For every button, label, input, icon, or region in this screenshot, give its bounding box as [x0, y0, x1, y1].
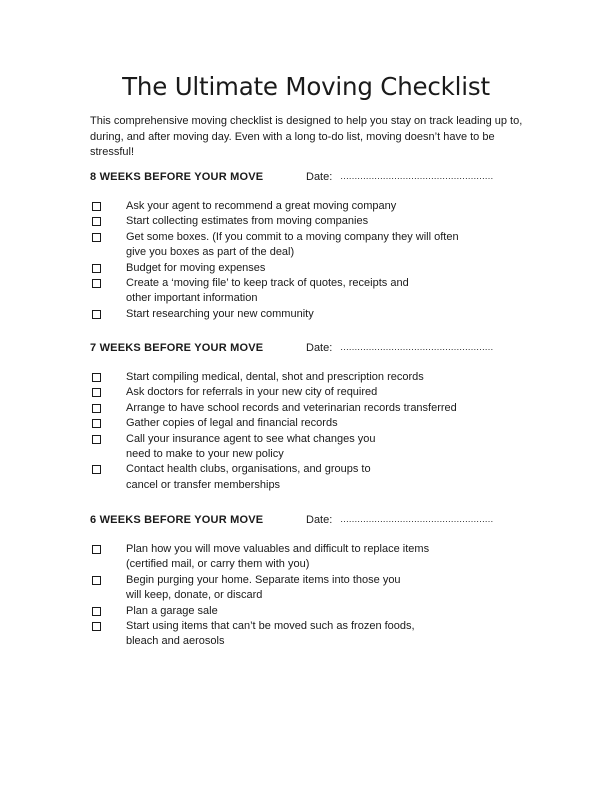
checkbox[interactable] [90, 462, 126, 493]
date-field[interactable]: ……………………………………………… [340, 171, 493, 181]
checklist [90, 542, 540, 650]
date-field[interactable]: ……………………………………………… [340, 342, 493, 352]
checkbox[interactable] [90, 261, 126, 276]
item-text: Budget for moving expenses [126, 261, 266, 274]
section-header [90, 342, 540, 358]
checklist [90, 370, 540, 493]
item-text: Ask your agent to recommend a great moving company [126, 200, 397, 212]
checklist-item [90, 401, 540, 416]
checkbox[interactable] [90, 573, 126, 604]
date-label: Date: [306, 342, 333, 354]
item-text: Gather copies of legal and financial records [126, 417, 338, 430]
checkbox[interactable] [90, 401, 126, 416]
item-text: Contact health clubs, organisations, and groups to cancel or transfer memberships [126, 463, 371, 491]
checkbox[interactable] [90, 432, 126, 463]
checklist-item [90, 573, 540, 604]
checkbox[interactable] [90, 230, 126, 261]
item-text: Start collecting estimates from moving companies [126, 215, 369, 228]
checklist-item [90, 276, 540, 307]
checklist-item [90, 370, 540, 385]
item-text: Call your insurance agent to see what changes you need to make to your new policy [126, 432, 376, 461]
date-label: Date: [306, 514, 333, 526]
checklist-item [90, 462, 540, 493]
item-text: Start researching your new community [126, 307, 314, 320]
section-title: 6 WEEKS BEFORE YOUR MOVE [90, 514, 264, 526]
date-label: Date: [306, 171, 333, 183]
section-8-weeks [90, 171, 540, 322]
checklist-item [90, 230, 540, 261]
checklist-item [90, 542, 540, 573]
checklist [90, 199, 540, 322]
checkbox[interactable] [90, 370, 126, 385]
checklist-item [90, 214, 540, 229]
checkbox[interactable] [90, 307, 126, 322]
checkbox[interactable] [90, 416, 126, 431]
page-title: The Ultimate Moving Checklist [122, 72, 490, 101]
checklist-item [90, 416, 540, 431]
checklist-item [90, 199, 540, 214]
checklist-item [90, 432, 540, 463]
section-title: 8 WEEKS BEFORE YOUR MOVE [90, 171, 264, 183]
item-text: Ask doctors for referrals in your new city of required [126, 386, 378, 399]
item-text: Start compiling medical, dental, shot and prescription records [126, 371, 424, 383]
checklist-item [90, 307, 540, 322]
checklist-item [90, 261, 540, 276]
item-text: Arrange to have school records and veterinarian records transferred [126, 401, 457, 414]
section-header [90, 171, 540, 187]
section-7-weeks [90, 342, 540, 493]
checklist-item [90, 604, 540, 619]
intro-paragraph: This comprehensive moving checklist is designed to help you stay on track leading up to, during, and after moving day. Even with a long to-do list, moving doesn’t have to be stressful! [90, 115, 523, 158]
item-text: Create a ‘moving file’ to keep track of quotes, receipts and other important information [126, 277, 409, 305]
checkbox[interactable] [90, 276, 126, 307]
item-text: Plan how you will move valuables and difficult to replace items (certified mail, or carry them with you) [126, 543, 430, 571]
checkbox[interactable] [90, 604, 126, 619]
date-field[interactable]: ……………………………………………… [340, 514, 493, 524]
item-text: Plan a garage sale [126, 604, 218, 617]
section-header [90, 514, 540, 530]
checklist-item [90, 619, 540, 650]
section-6-weeks [90, 514, 540, 650]
checkbox[interactable] [90, 385, 126, 400]
item-text: Get some boxes. (If you commit to a moving company they will often give you boxes as part of the deal) [126, 230, 459, 259]
item-text: Begin purging your home. Separate items into those you will keep, donate, or discard [126, 573, 401, 602]
checkbox[interactable] [90, 619, 126, 650]
checkbox[interactable] [90, 214, 126, 229]
item-text: Start using items that can’t be moved such as frozen foods, bleach and aerosols [126, 620, 415, 648]
checkbox[interactable] [90, 199, 126, 214]
checkbox[interactable] [90, 542, 126, 573]
section-title: 7 WEEKS BEFORE YOUR MOVE [90, 342, 264, 354]
checklist-item [90, 385, 540, 400]
